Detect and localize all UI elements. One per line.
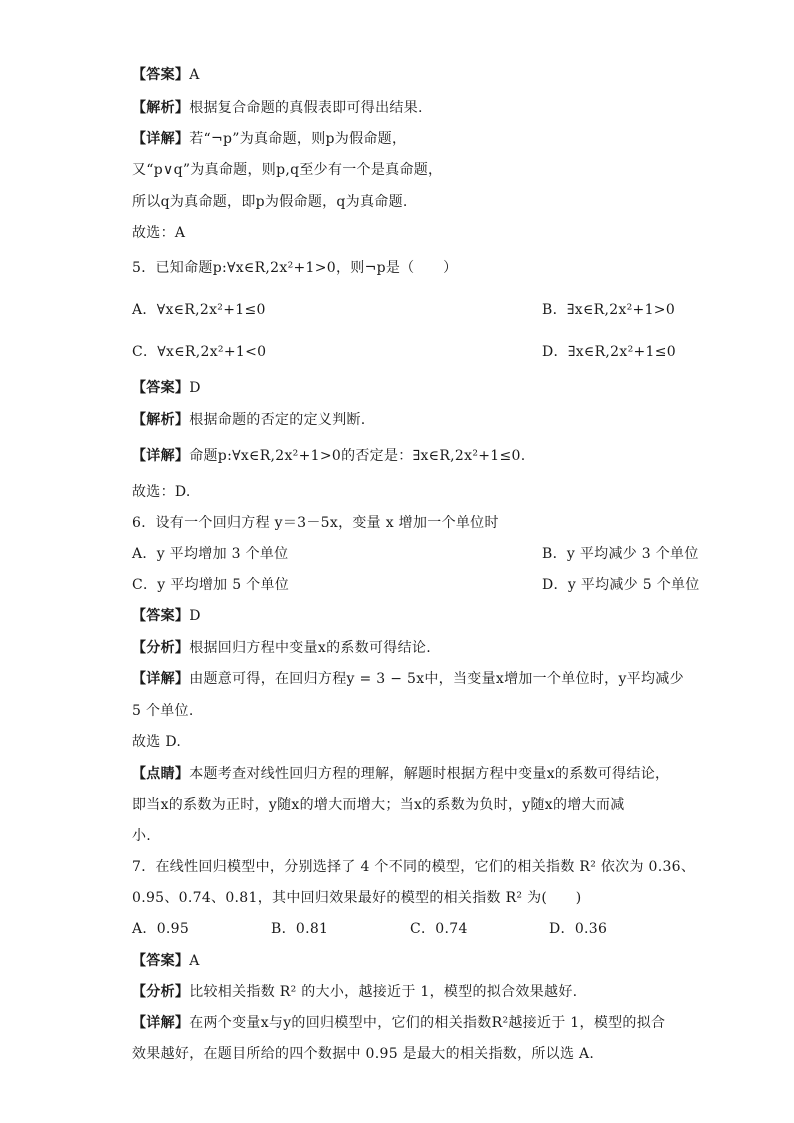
answer-line (132, 378, 694, 398)
text-content: 5 个单位. (132, 703, 194, 719)
text-line (132, 192, 694, 212)
text-line (132, 795, 694, 815)
option-row (132, 342, 694, 362)
option-row (132, 575, 700, 595)
option-d: D．y 平均减少 5 个单位 (542, 577, 700, 593)
question-text: 5．已知命题p:∀x∈R,2x²+1>0，则¬p是（ ） (132, 260, 458, 276)
answer-tag: 【答案】 (132, 67, 190, 83)
analysis-line (132, 410, 694, 430)
answer-tag: 【答案】 (132, 608, 190, 624)
text-line (132, 701, 694, 721)
text-line (132, 888, 694, 908)
analysis-text: 根据回归方程中变量x的系数可得结论. (189, 640, 431, 656)
option-row (132, 544, 699, 564)
analysis-tag: 【分析】 (132, 984, 190, 1000)
option-c: C．∀x∈R,2x²+1<0 (132, 344, 267, 360)
detail-line (132, 446, 694, 466)
detail-tag: 【详解】 (132, 1015, 190, 1031)
text-content: 小. (132, 828, 152, 844)
analysis-tag: 【分析】 (132, 640, 190, 656)
detail-text: 在两个变量x与y的回归模型中，它们的相关指数R²越接近于 1，模型的拟合 (189, 1015, 666, 1031)
question-text: 7．在线性回归模型中，分别选择了 4 个不同的模型，它们的相关指数 R² 依次为 0.36、 (132, 859, 696, 875)
option-a: A．∀x∈R,2x²+1≤0 (132, 302, 266, 318)
text-line (132, 1044, 694, 1064)
choice-text: 故选 D. (132, 734, 182, 750)
analysis-tag: 【解析】 (132, 412, 190, 428)
detail-tag: 【详解】 (132, 671, 190, 687)
question-7 (132, 857, 694, 877)
analysis-text: 根据复合命题的真假表即可得出结果. (189, 100, 423, 116)
choice-line (132, 732, 694, 752)
option-a: A．0.95 (132, 921, 190, 937)
option-c: C．0.74 (410, 921, 468, 937)
analysis-line (132, 638, 694, 658)
analysis-line (132, 98, 694, 118)
detail-text: 命题p:∀x∈R,2x²+1>0的否定是：∃x∈R,2x²+1≤0. (189, 448, 526, 464)
text-content: 即当x的系数为正时，y随x的增大而增大；当x的系数为负时，y随x的增大而减 (132, 797, 625, 813)
option-row (132, 300, 694, 320)
detail-tag: 【详解】 (132, 131, 190, 147)
comment-line (132, 764, 694, 784)
option-c: C．y 平均增加 5 个单位 (132, 577, 290, 593)
text-content: 0.95、0.74、0.81，其中回归效果最好的模型的相关指数 R² 为( ) (132, 890, 582, 906)
analysis-line (132, 982, 694, 1002)
detail-line (132, 129, 694, 149)
detail-text: 若“¬p”为真命题，则p为假命题， (189, 131, 407, 147)
analysis-tag: 【解析】 (132, 100, 190, 116)
answer-line (132, 951, 694, 971)
choice-line (132, 482, 694, 502)
answer-text: A (189, 953, 200, 969)
choice-text: 故选：A (132, 225, 186, 241)
text-line (132, 826, 694, 846)
text-content: 又“p∨q”为真命题，则p,q至少有一个是真命题， (132, 162, 443, 178)
answer-tag: 【答案】 (132, 380, 190, 396)
answer-line (132, 65, 694, 85)
answer-text: A (189, 67, 200, 83)
option-b: B．y 平均减少 3 个单位 (542, 546, 699, 562)
text-content: 效果越好，在题目所给的四个数据中 0.95 是最大的相关指数，所以选 A. (132, 1046, 595, 1062)
answer-text: D (189, 380, 201, 396)
comment-text: 本题考查对线性回归方程的理解，解题时根据方程中变量x的系数可得结论， (189, 766, 670, 782)
choice-line (132, 223, 694, 243)
question-5 (132, 258, 694, 278)
answer-text: D (189, 608, 201, 624)
question-6 (132, 513, 694, 533)
comment-tag: 【点睛】 (132, 766, 190, 782)
option-d: D．∃x∈R,2x²+1≤0 (542, 344, 676, 360)
option-b: B．∃x∈R,2x²+1>0 (542, 302, 676, 318)
option-a: A．y 平均增加 3 个单位 (132, 546, 289, 562)
question-text: 6．设有一个回归方程 y＝3－5x，变量 x 增加一个单位时 (132, 515, 499, 531)
answer-line (132, 606, 694, 626)
text-content: 所以q为真命题，即p为假命题，q为真命题. (132, 194, 408, 210)
analysis-text: 比较相关指数 R² 的大小，越接近于 1，模型的拟合效果越好. (189, 984, 578, 1000)
detail-line (132, 669, 694, 689)
detail-tag: 【详解】 (132, 448, 190, 464)
option-b: B．0.81 (271, 921, 329, 937)
detail-text: 由题意可得，在回归方程y = 3 − 5x中，当变量x增加一个单位时，y平均减少 (189, 671, 684, 687)
detail-line (132, 1013, 694, 1033)
option-d: D．0.36 (549, 921, 608, 937)
answer-tag: 【答案】 (132, 953, 190, 969)
text-line (132, 160, 694, 180)
analysis-text: 根据命题的否定的定义判断. (189, 412, 366, 428)
choice-text: 故选：D. (132, 484, 191, 500)
